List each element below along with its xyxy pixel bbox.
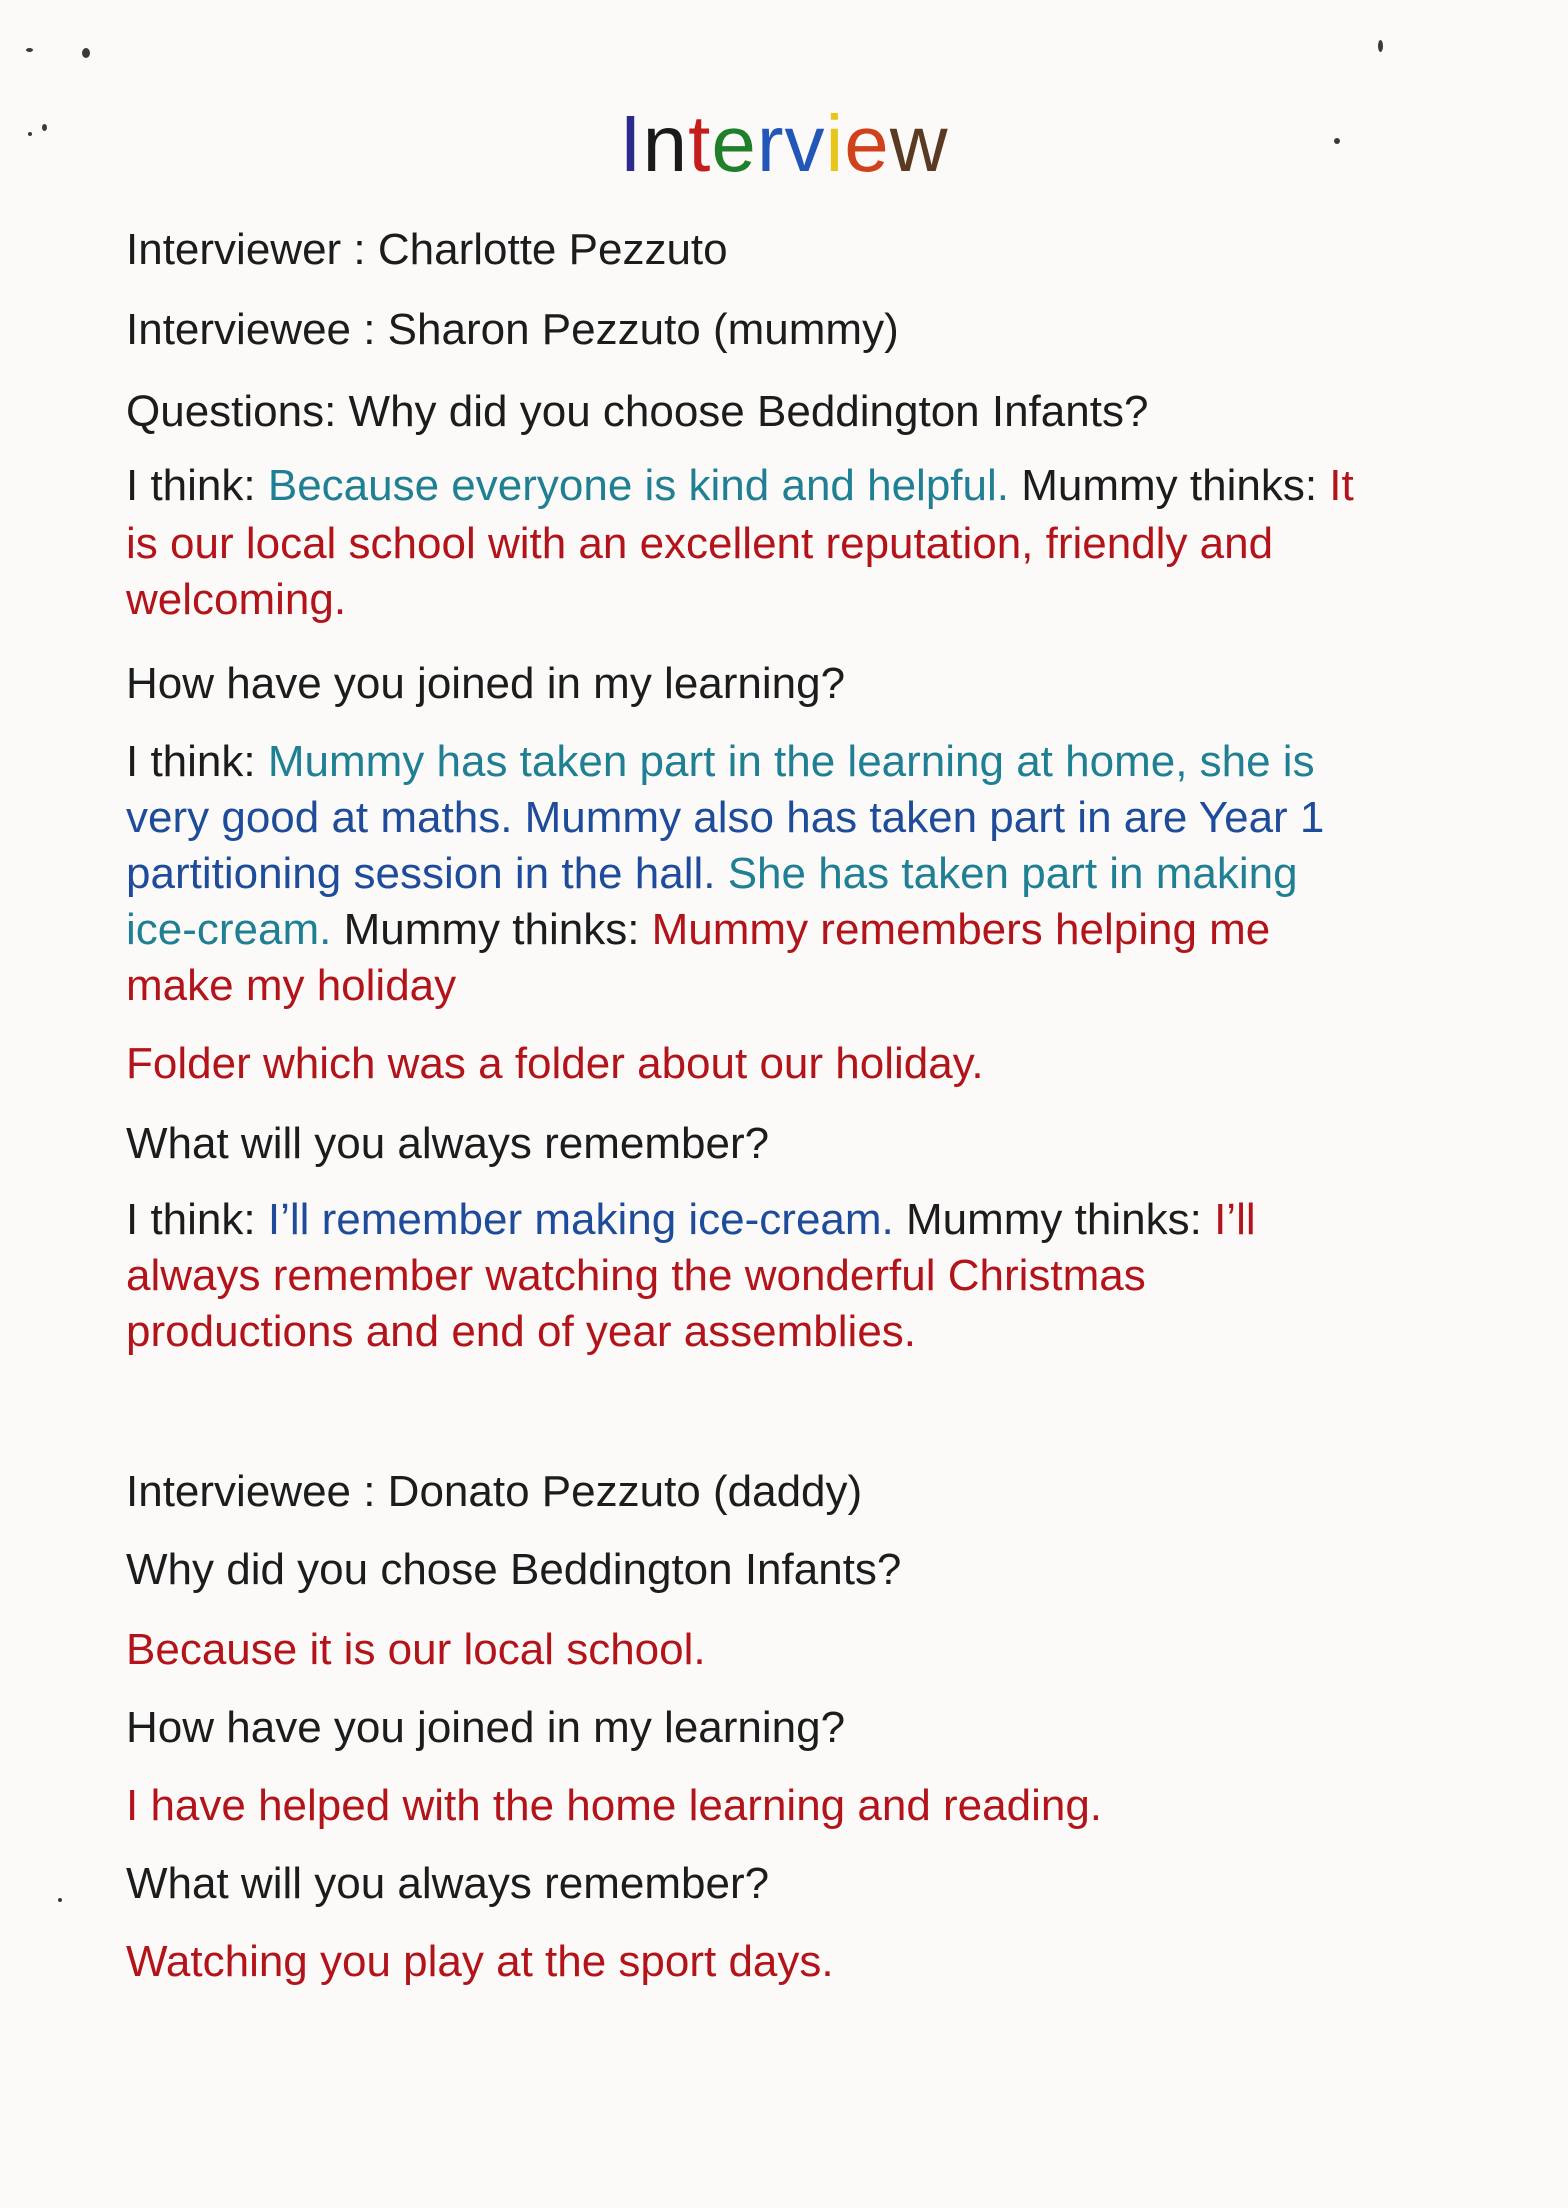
answer-3-line-2 <box>126 1248 1146 1304</box>
answer-3-line-1 <box>126 1192 1256 1248</box>
title-letter: i <box>825 99 845 188</box>
title-letter: t <box>688 99 712 188</box>
question-2 <box>126 656 845 712</box>
interviewee-mum-line <box>126 302 899 358</box>
answer-3-child: I’ll remember making ice-cream. <box>267 1195 894 1244</box>
scan-speck <box>1334 138 1340 144</box>
answer-1-mid: Mummy thinks: <box>1009 461 1330 510</box>
dad-answer-1-text: Because it is our local school. <box>126 1625 706 1674</box>
answer-3-line-3 <box>126 1304 916 1360</box>
answer-1-child: Because everyone is kind and helpful. <box>267 461 1009 510</box>
answer-2-line-3-teal: She has taken part in making <box>715 849 1298 898</box>
title-letter: n <box>642 99 689 188</box>
answer-2-line-6-text: Folder which was a folder about our holiday. <box>126 1039 984 1088</box>
answer-2-line-6 <box>126 1036 984 1092</box>
page-title <box>0 96 1568 192</box>
answer-1-mum-start: It <box>1329 461 1354 510</box>
dad-question-2-text: How have you joined in my learning? <box>126 1703 846 1752</box>
answer-2-line-4-teal: ice-cream. <box>126 905 332 954</box>
answer-2-child: Mummy has taken part in the learning at home, she is <box>267 737 1315 786</box>
answer-2-line-4 <box>126 902 1270 958</box>
answer-2-line-3-blue: partitioning session in the hall. <box>126 849 716 898</box>
interviewee-dad-text: Interviewee : Donato Pezzuto (daddy) <box>126 1467 863 1516</box>
answer-1-line-2-text: is our local school with an excellent reputation, friendly and <box>126 519 1274 568</box>
answer-2-line-2-text: very good at maths. Mummy also has taken part in are Year 1 <box>126 793 1325 842</box>
answer-3-mid: Mummy thinks: <box>893 1195 1215 1244</box>
answer-1-line-1 <box>126 458 1354 514</box>
answer-1-line-3-text: welcoming. <box>126 575 347 624</box>
scan-speck <box>26 48 33 52</box>
scan-speck <box>58 1898 62 1902</box>
interviewee-mum-text: Interviewee : Sharon Pezzuto (mummy) <box>126 305 899 354</box>
question-1 <box>126 384 1148 440</box>
question-3 <box>126 1116 769 1172</box>
title-letter: e <box>844 99 890 188</box>
title-letter: e <box>711 99 757 188</box>
answer-2-line-2 <box>126 790 1324 846</box>
dad-question-3-text: What will you always remember? <box>126 1859 770 1908</box>
answer-2-line-1 <box>126 734 1315 790</box>
dad-question-1 <box>126 1542 901 1598</box>
answer-1-prefix: I think: <box>126 461 268 510</box>
title-letter: r <box>756 99 785 188</box>
answer-1-line-3 <box>126 572 346 628</box>
question-1-text: Questions: Why did you choose Beddington Infants? <box>126 387 1149 436</box>
question-3-text: What will you always remember? <box>126 1119 770 1168</box>
title-letter: w <box>889 99 949 188</box>
scan-speck <box>82 48 90 58</box>
question-2-text: How have you joined in my learning? <box>126 659 846 708</box>
title-letter: v <box>784 99 826 188</box>
dad-answer-2 <box>126 1778 1102 1834</box>
answer-3-prefix: I think: <box>126 1195 268 1244</box>
scan-speck <box>28 132 32 136</box>
answer-3-mum-start: I’ll <box>1214 1195 1256 1244</box>
answer-2-line-3 <box>126 846 1298 902</box>
dad-answer-2-text: I have helped with the home learning and reading. <box>126 1781 1103 1830</box>
answer-3-line-2-text: always remember watching the wonderful Christmas <box>126 1251 1146 1300</box>
interviewer-line <box>126 222 728 278</box>
answer-2-line-5-text: make my holiday <box>126 961 457 1010</box>
interviewer-text: Interviewer : Charlotte Pezzuto <box>126 225 728 274</box>
scan-speck <box>1378 40 1383 52</box>
answer-3-line-3-text: productions and end of year assemblies. <box>126 1307 917 1356</box>
answer-2-line-4-mum: Mummy remembers helping me <box>651 905 1271 954</box>
dad-question-1-text: Why did you chose Beddington Infants? <box>126 1545 902 1594</box>
answer-1-line-2 <box>126 516 1273 572</box>
scan-speck <box>42 124 47 131</box>
answer-2-prefix: I think: <box>126 737 268 786</box>
title-letter: I <box>619 99 643 188</box>
answer-2-line-4-mid: Mummy thinks: <box>331 905 652 954</box>
dad-answer-3-text: Watching you play at the sport days. <box>126 1937 834 1986</box>
dad-answer-3 <box>126 1934 834 1990</box>
dad-answer-1 <box>126 1622 706 1678</box>
answer-2-line-5 <box>126 958 456 1014</box>
dad-question-2 <box>126 1700 845 1756</box>
dad-question-3 <box>126 1856 769 1912</box>
interviewee-dad-line <box>126 1464 862 1520</box>
